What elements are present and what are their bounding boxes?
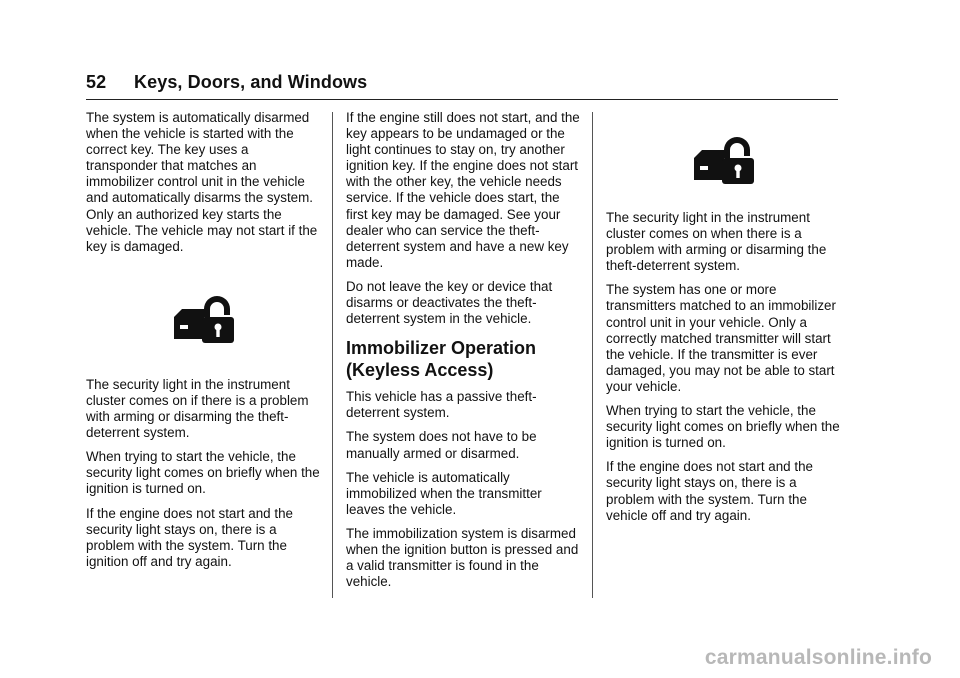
security-light-icon <box>606 112 842 210</box>
watermark: carmanualsonline.info <box>704 646 932 669</box>
column-3 <box>606 110 842 532</box>
column-1 <box>86 110 322 578</box>
paragraph: The security light in the instrument cluster comes on when there is a problem with arming or disarming the theft-deterrent system. <box>606 210 827 274</box>
paragraph: The system does not have to be manually armed or disarmed. <box>346 429 537 461</box>
paragraph: When trying to start the vehicle, the security light comes on briefly when the ignition is turned on. <box>606 403 840 451</box>
paragraph: If the engine does not start and the security light stays on, there is a problem with the system. Turn the vehicle off and try again. <box>606 459 813 523</box>
paragraph: The system has one or more transmitters matched to an immobilizer control unit in your vehicle. Only a correctly matched transmitter will start the vehicle. If the transmitter is ever damaged, you may not be able to start your vehicle. <box>606 282 836 394</box>
page-number: 52 <box>86 72 107 92</box>
paragraph: The system is automatically disarmed when the vehicle is started with the correct key. The key uses a transponder that matches an immobilizer control unit in the vehicle and automatically disarms the system. Only an authorized key starts the vehicle. The vehicle may not start if the key is damaged. <box>86 110 318 254</box>
header-rule <box>86 99 838 100</box>
paragraph: The immobilization system is disarmed when the ignition button is pressed and a valid transmitter is found in the vehicle. <box>346 525 579 590</box>
paragraph: This vehicle has a passive theft-deterrent system. <box>346 389 537 421</box>
column-2 <box>346 110 582 598</box>
page-title: Keys, Doors, and Windows <box>134 72 368 92</box>
column-divider-2 <box>592 112 593 598</box>
paragraph: Do not leave the key or device that disarms or deactivates the theft-deterrent system in the vehicle. <box>346 278 553 327</box>
security-light-icon <box>86 263 322 377</box>
paragraph: The vehicle is automatically immobilized when the transmitter leaves the vehicle. <box>346 469 542 517</box>
paragraph: If the engine still does not start, and the key appears to be undamaged or the light continues to stay on, try another ignition key. If the engine does not start with the other key, the vehicle needs service. If the vehicle does start, the first key may be damaged. See your dealer who can service the theft-deterrent system and have a new key made. <box>346 110 580 270</box>
paragraph: The security light in the instrument cluster comes on if there is a problem with arming or disarming the theft-deterrent system. <box>86 376 309 441</box>
column-divider-1 <box>332 112 333 598</box>
paragraph: When trying to start the vehicle, the security light comes on briefly when the ignition is turned on. <box>86 449 320 497</box>
section-heading: Immobilizer Operation (Keyless Access) <box>346 338 537 381</box>
paragraph: If the engine does not start and the security light stays on, there is a problem with the system. Turn the ignition off and try again. <box>86 505 293 569</box>
page-header <box>86 72 838 93</box>
